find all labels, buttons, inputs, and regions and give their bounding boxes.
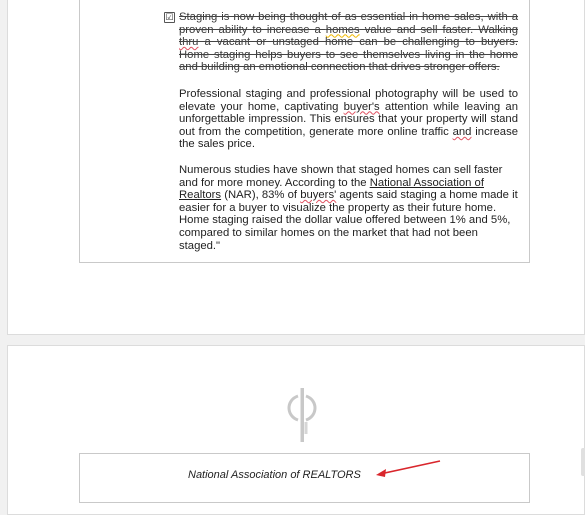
spelling-flag-buyers-plural[interactable]: buyers'	[300, 189, 337, 202]
studies-paragraph[interactable]	[179, 164, 518, 252]
text-run: increase the sales price.	[179, 125, 518, 151]
strikethrough-paragraph[interactable]	[179, 11, 518, 74]
text-run: Professional staging and professional photography will be used to elevate your home, captivating	[179, 88, 518, 113]
text-run: Staging is now being thought of as essential in home sales, with a proven ability to increase a	[179, 11, 518, 36]
text-run: value and sell faster. Walking	[359, 23, 518, 36]
nar-link[interactable]: National Association of Realtors	[179, 176, 484, 202]
annotation-arrow-icon	[368, 458, 448, 480]
text-run: (NAR), 83% of	[221, 189, 301, 202]
text-run: attention while leaving an unforgettable impression. This ensures that your property will stand out from the competition, generate more online traffic	[179, 100, 518, 138]
logo-caption: National Association of REALTORS	[188, 469, 361, 481]
spelling-flag-thru[interactable]: thru	[179, 36, 199, 49]
checkbox-icon[interactable]: ☑	[165, 12, 174, 22]
side-panel-handle[interactable]	[581, 448, 585, 476]
spelling-flag-buyers[interactable]: buyer's	[343, 100, 380, 113]
staging-paragraph[interactable]	[179, 88, 518, 151]
grammar-flag-homes[interactable]: homes	[325, 23, 360, 36]
document-page-2	[7, 345, 585, 515]
text-run: agents said staging a home made it easier for a buyer to visualize the property as their future home. Home staging raised the dollar value offered between 1% and 5%, compared to similar homes on the market that had not been staged."	[179, 189, 518, 252]
text-run: a vacant or unstaged home can be challenging to buyers. Home staging helps buyers to see themselves living in the home and building an emotional connection that drives stronger offers.	[179, 36, 518, 74]
text-run: Numerous studies have shown that staged homes can sell faster and for more money. According to the	[179, 164, 503, 189]
realtor-logo-icon	[284, 382, 324, 446]
grammar-flag-and[interactable]: and	[452, 125, 472, 138]
